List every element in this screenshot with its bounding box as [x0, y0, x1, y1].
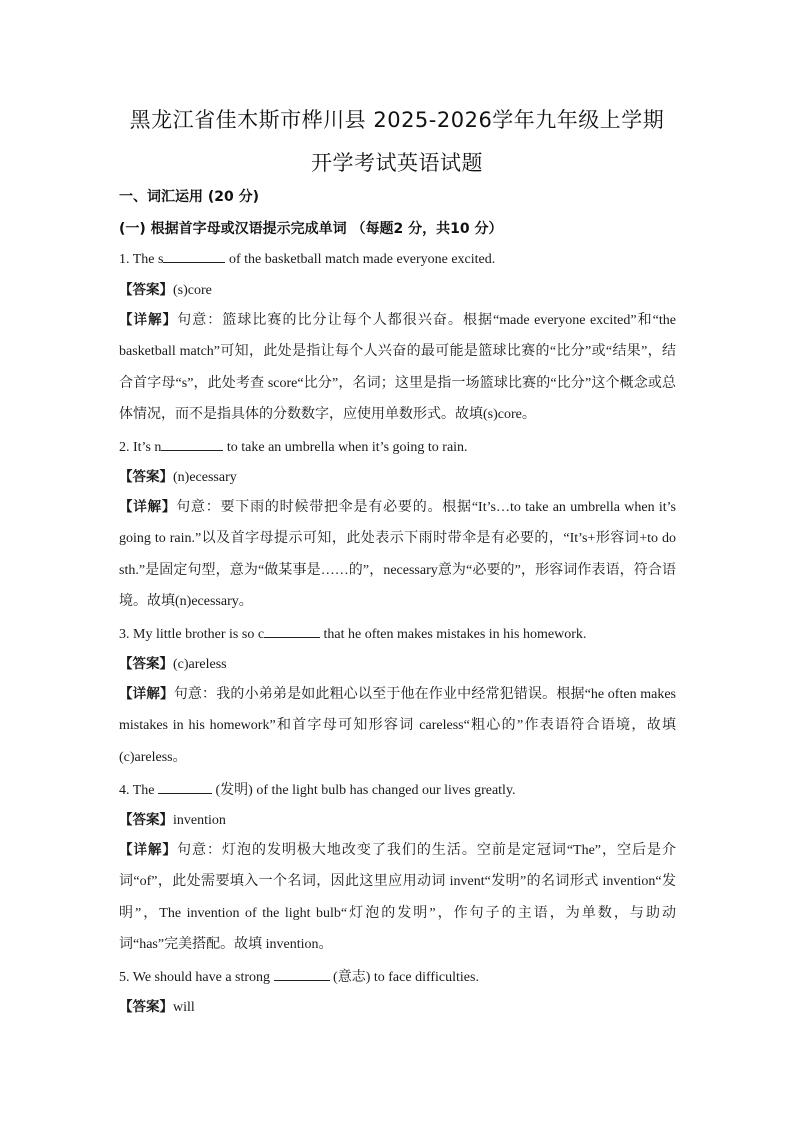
- answer-3: 【答案】(c)areless: [119, 656, 227, 672]
- detail-2: 【详解】句意：要下雨的时候带把伞是有必要的。根据“It’s…to take an umbrella when it’s going to rain.”以及首字母提示可知，此处表示下雨时带伞是有必要的，“It’s+形容词+to do sth.”是固定句型，意为“做某事是……的”，necessary意为“必要的”，形容词作表语，符合语境。故填(n)ecessary。: [119, 499, 676, 609]
- detail-3: 【详解】句意：我的小弟弟是如此粗心以至于他在作业中经常犯错误。根据“he often makes mistakes in his homework”和首字母可知形容词 careless“粗心的”作表语符合语境，故填(c)areless。: [119, 686, 677, 765]
- detail-1: 【详解】句意：篮球比赛的比分让每个人都很兴奋。根据“made everyone excited”和“the basketball match”可知，此处是指让每个人兴奋的最可能是篮球比赛的“比分”或“结果”，结合首字母“s”，此处考查 score“比分”，名词；这里是指一场篮球比赛的“比分”这个概念或总体情况，而不是指具体的分数数字，应使用单数形式。故填(s)core。: [119, 312, 676, 422]
- answer-1: 【答案】(s)core: [119, 282, 212, 298]
- question-2: 2. It’s n to take an umbrella when it’s going to rain.: [119, 436, 468, 458]
- subsection-heading: (一) 根据首字母或汉语提示完成单词 （每题2 分，共10 分）: [119, 221, 503, 237]
- answer-blank: [158, 779, 212, 794]
- answer-blank: [163, 248, 225, 263]
- exam-subtitle: 开学考试英语试题: [311, 151, 483, 175]
- question-4: 4. The (发明) of the light bulb has changed our lives greatly.: [119, 779, 516, 801]
- question-3: 3. My little brother is so c that he often makes mistakes in his homework.: [119, 623, 586, 645]
- detail-4: 【详解】句意：灯泡的发明极大地改变了我们的生活。空前是定冠词“The”，空后是介词“of”，此处需要填入一个名词，因此这里应用动词 invent“发明”的名词形式 invention“发明”，The invention of the light bulb“灯泡的发明”，作句子的主语，为单数，与助动词“has”完美搭配。故填 invention。: [119, 842, 676, 952]
- exam-title: 黑龙江省佳木斯市桦川县 2025-2026学年九年级上学期: [129, 108, 665, 132]
- answer-blank: [264, 623, 320, 638]
- question-5: 5. We should have a strong (意志) to face difficulties.: [119, 966, 479, 988]
- answer-2: 【答案】(n)ecessary: [119, 469, 237, 485]
- section-heading: 一、词汇运用 (20 分): [119, 189, 260, 205]
- answer-blank: [274, 966, 330, 981]
- answer-5: 【答案】will: [119, 999, 195, 1015]
- answer-4: 【答案】invention: [119, 812, 226, 828]
- question-1: 1. The s of the basketball match made everyone excited.: [119, 248, 495, 270]
- answer-blank: [161, 436, 223, 451]
